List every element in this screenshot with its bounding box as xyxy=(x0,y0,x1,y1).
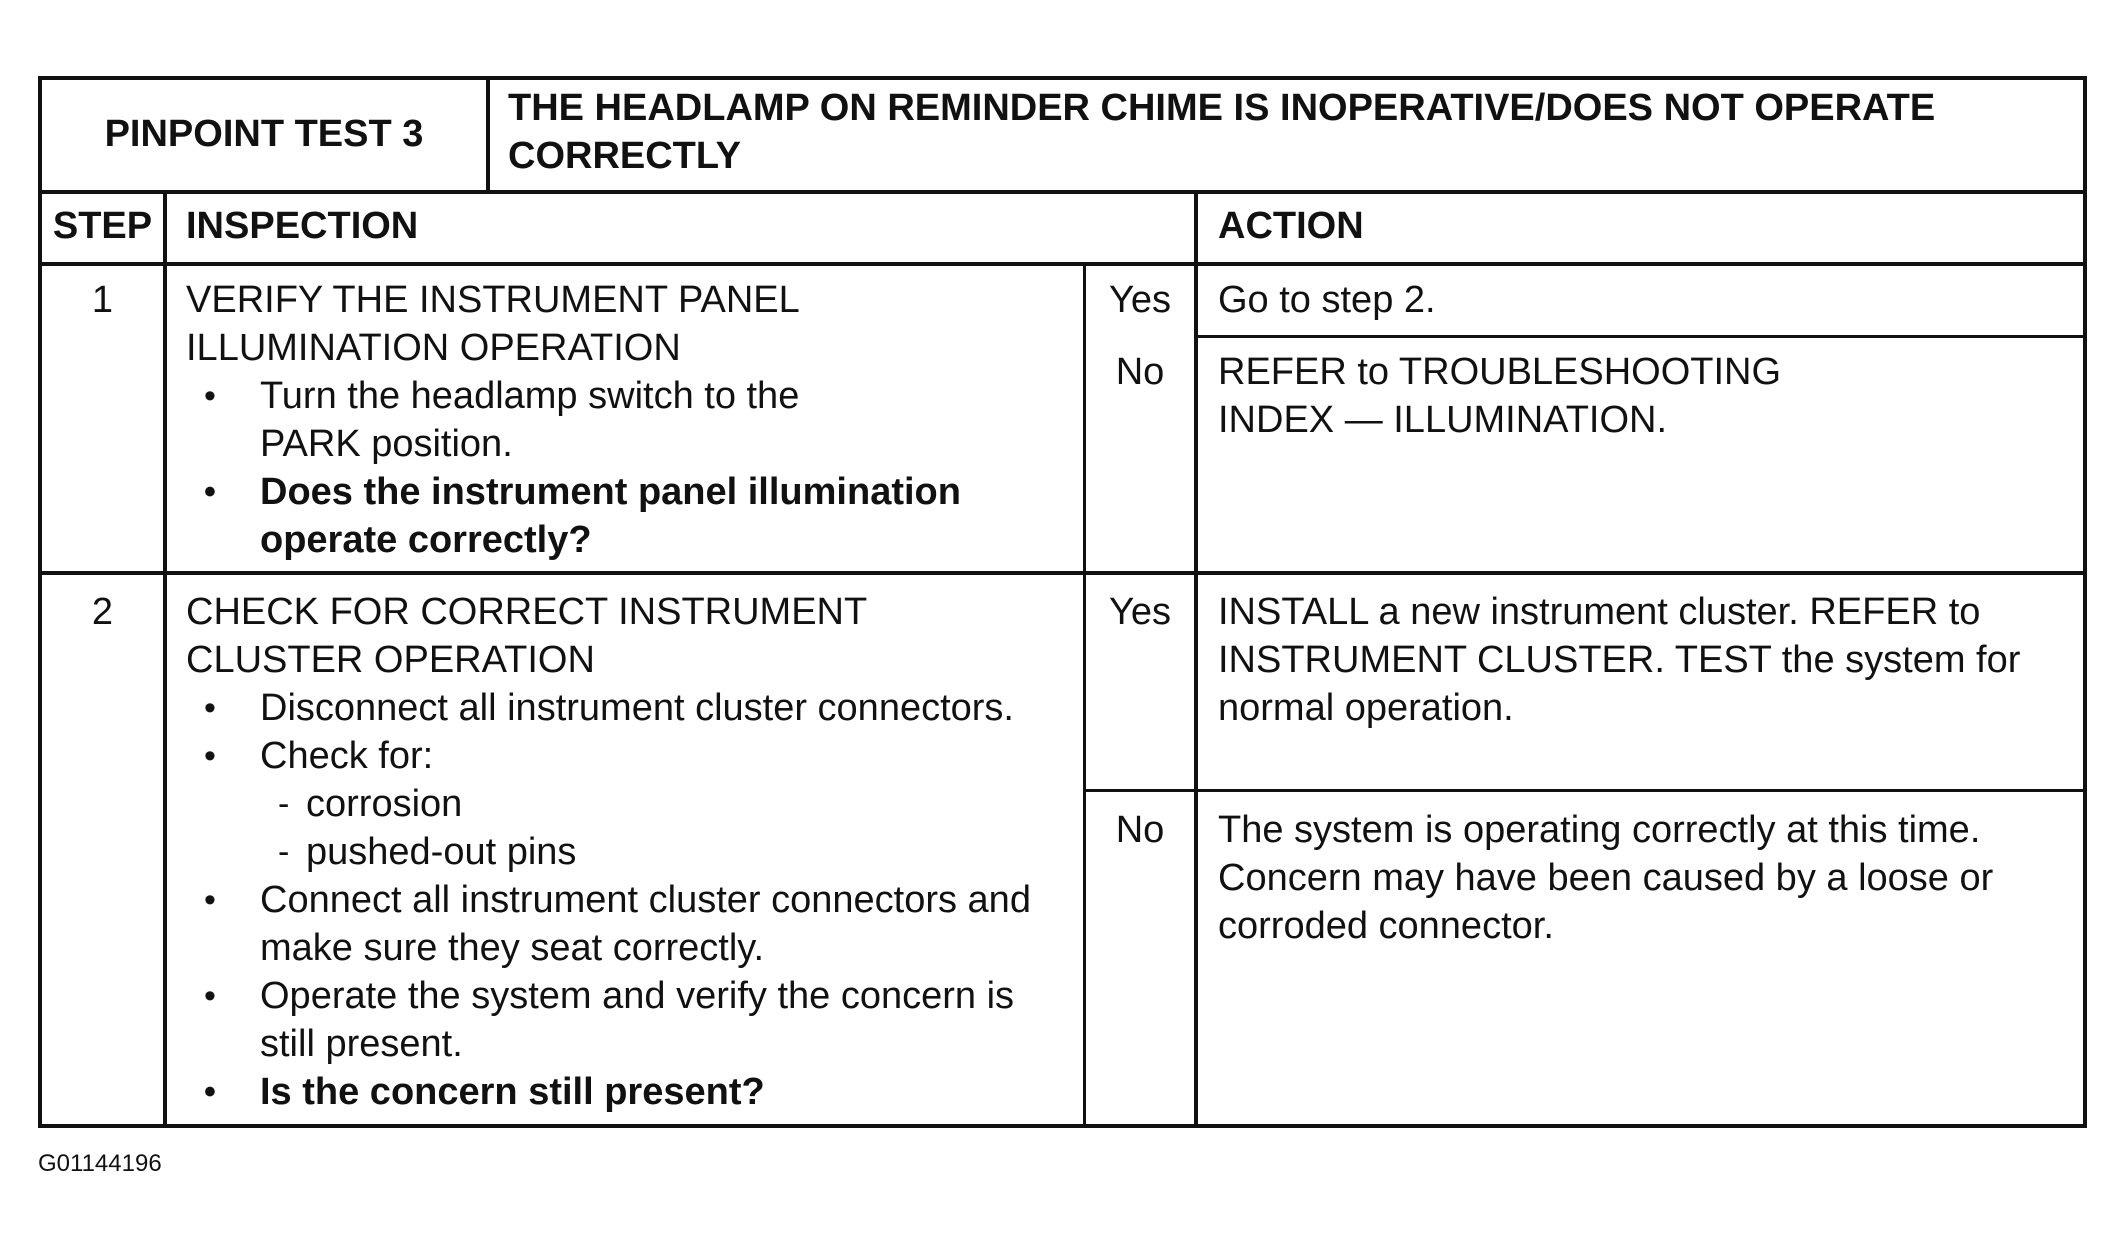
pinpoint-test-table xyxy=(38,76,2087,1128)
rule-step-column xyxy=(163,192,167,1128)
step-2-question: • Is the concern still present? xyxy=(186,1068,1076,1116)
step-1-items xyxy=(186,372,1066,564)
step-1-no-action: REFER to TROUBLESHOOTING INDEX — ILLUMINATION. xyxy=(1218,351,1782,441)
rule-below-title xyxy=(38,190,2087,194)
table-border-right xyxy=(2083,76,2087,1128)
step-1-no-label: No xyxy=(1115,351,1165,393)
step-1-inspection xyxy=(186,276,1066,564)
step-1-number: 1 xyxy=(91,279,114,321)
step-2-subitem: - pushed-out pins xyxy=(186,828,1076,876)
column-header-action: ACTION xyxy=(1218,205,1364,247)
step-2-yes-label: Yes xyxy=(1109,591,1171,633)
step-2-items xyxy=(186,684,1076,1116)
step-2-item: • Check for: xyxy=(186,732,1076,780)
step-2-title: CHECK FOR CORRECT INSTRUMENT CLUSTER OPERATION xyxy=(186,591,867,681)
test-label: PINPOINT TEST 3 xyxy=(104,113,424,155)
step-2-no-action: The system is operating correctly at this time. Concern may have been caused by a loose or corroded connector. xyxy=(1218,809,1994,947)
rule-action-column xyxy=(1194,192,1198,1128)
rule-step1-yes-no xyxy=(1198,335,2087,338)
step-2-no-label: No xyxy=(1115,809,1165,851)
step-2-item: • Operate the system and verify the concern is still present. xyxy=(186,972,1060,1068)
step-2-subitem: - corrosion xyxy=(186,780,1076,828)
step-2-number: 2 xyxy=(91,591,114,633)
step-1-yes-action: Go to step 2. xyxy=(1218,279,1436,321)
step-2-item: • Connect all instrument cluster connectors and make sure they seat correctly. xyxy=(186,876,1070,972)
step-1-title: VERIFY THE INSTRUMENT PANEL ILLUMINATION OPERATION xyxy=(186,279,799,369)
table-border-top xyxy=(38,76,2087,80)
step-2-inspection xyxy=(186,588,1076,1116)
column-header-step: STEP xyxy=(52,205,153,247)
step-1-yes-label: Yes xyxy=(1109,279,1171,321)
step-2-yes-action: INSTALL a new instrument cluster. REFER to INSTRUMENT CLUSTER. TEST the system for normal operation. xyxy=(1218,591,2021,729)
rule-step2-yes-no xyxy=(1083,789,2087,792)
test-title: THE HEADLAMP ON REMINDER CHIME IS INOPERATIVE/DOES NOT OPERATE CORRECTLY xyxy=(508,87,1936,177)
rule-below-columns xyxy=(38,262,2087,266)
figure-id: G01144196 xyxy=(38,1150,162,1177)
step-1-item: • Turn the headlamp switch to the PARK position. xyxy=(186,372,900,468)
rule-title-divider xyxy=(486,76,490,192)
column-header-inspection: INSPECTION xyxy=(186,205,419,247)
step-2-item: • Disconnect all instrument cluster connectors. xyxy=(186,684,1076,732)
step-1-question: • Does the instrument panel illumination operate correctly? xyxy=(186,468,1000,564)
rule-between-steps xyxy=(38,571,2087,575)
table-border-bottom xyxy=(38,1124,2087,1128)
